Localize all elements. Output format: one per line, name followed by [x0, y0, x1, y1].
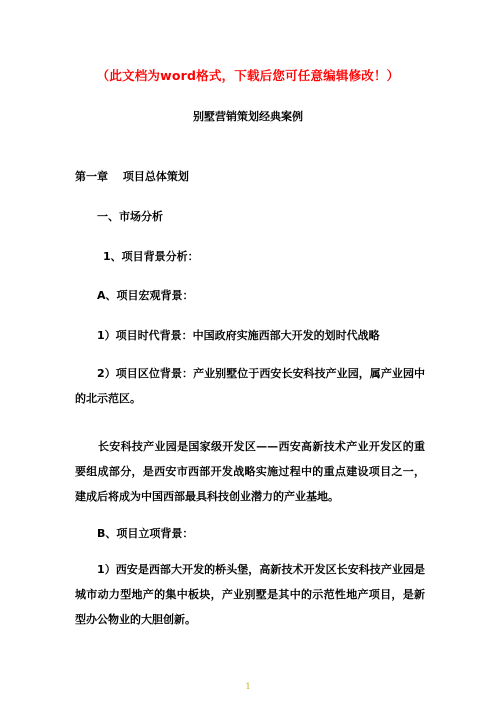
heading-macro-background: A、项目宏观背景：: [97, 289, 194, 302]
item-xian-bridgehead: 1）西安是西部大开发的桥头堡，高新技术开发区长安科技产业园是城市动力型地产的集中板块，产业别墅是其中的示范性地产项目，是新型办公物业的大胆创新。: [75, 563, 425, 626]
page-number: 1: [245, 682, 251, 691]
chapter-heading: 第一章 项目总体策划: [75, 170, 189, 183]
subsection-heading-background: 1、项目背景分析：: [103, 250, 199, 263]
item-location-background: 2）项目区位背景：产业别墅位于西安长安科技产业园，属产业园中的北示范区。: [75, 367, 425, 405]
section-heading-market-analysis: 一、市场分析: [97, 210, 163, 223]
paragraph-tech-park: 长安科技产业园是国家级开发区——西安高新技术产业开发区的重要组成部分，是西安市西部开发战略实施过程中的重点建设项目之一，建成后将成为中国西部最具科技创业潜力的产业基地。: [75, 440, 425, 503]
document-title: 别墅营销策划经典案例: [193, 110, 303, 123]
download-notice: （此文档为word格式，下载后您可任意编辑修改！）: [96, 68, 400, 83]
heading-project-background: B、项目立项背景：: [97, 527, 194, 540]
item-era-background: 1）项目时代背景：中国政府实施西部大开发的划时代战略: [97, 329, 380, 342]
